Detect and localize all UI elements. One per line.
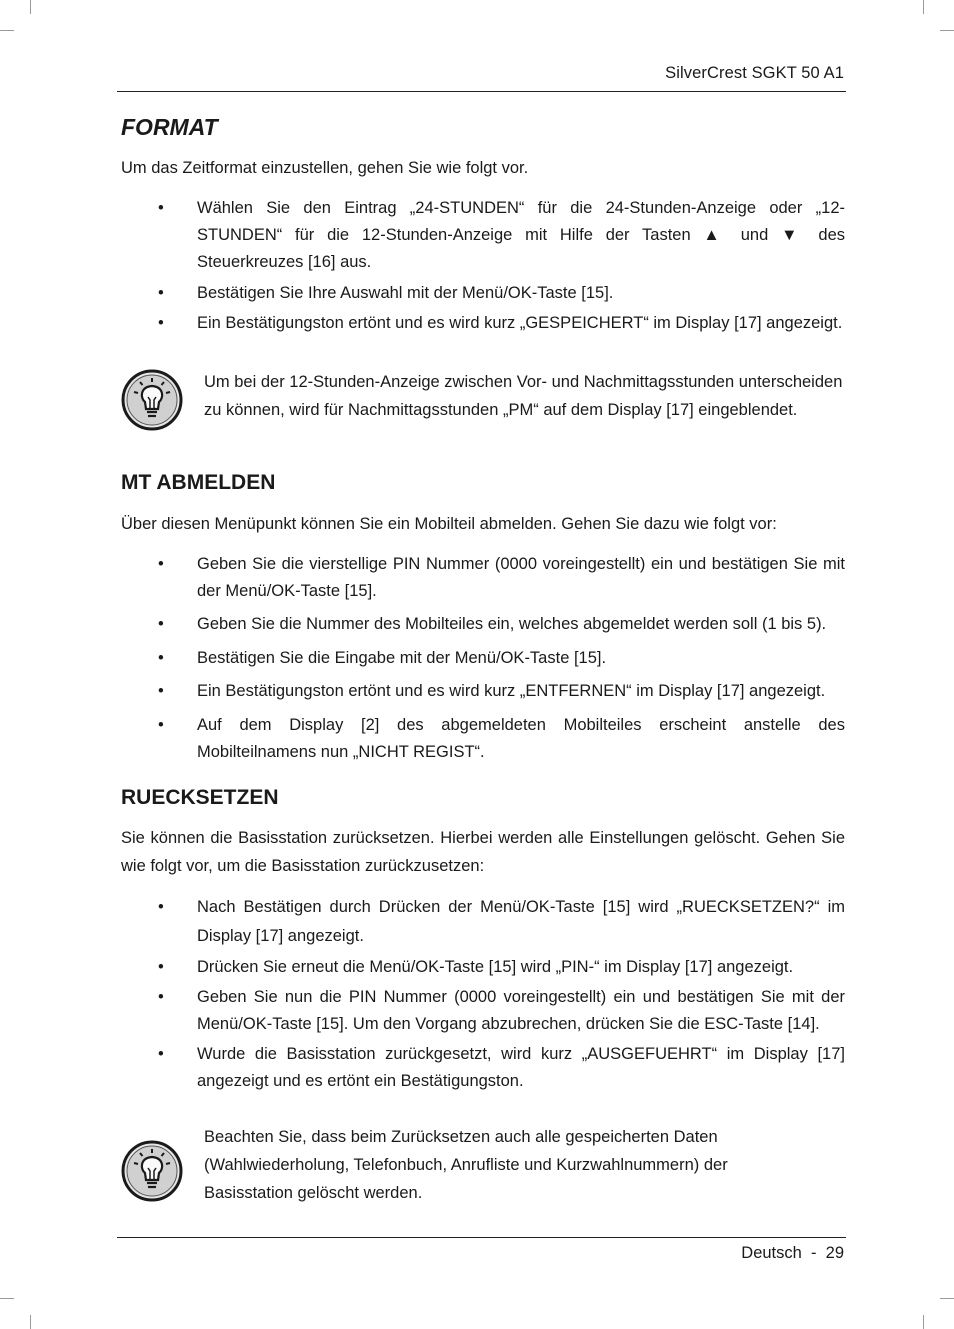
page-content [121,110,845,1222]
list-item-text: Nach Bestätigen durch Drücken der Menü/OK-Taste [15] wird „RUECKSETZEN?“ im Display [17] angezeigt. [197,898,845,945]
bullet-list [121,195,845,337]
hint-note [121,369,845,449]
section-intro: Sie können die Basisstation zurücksetzen. Hierbei werden alle Einstellungen gelöscht. Gehen Sie wie folgt vor, um die Basisstation zurückzusetzen: [121,829,845,875]
section-title-mt-abmelden: MT ABMELDEN [121,471,276,494]
bullet-icon: • [158,682,164,700]
list-item-text: Geben Sie die vierstellige PIN Nummer (0000 voreingestellt) ein und bestätigen Sie mit der Menü/OK-Taste [15]. [197,555,845,600]
list-item [121,678,845,705]
list-item [121,954,845,981]
section-title-format: FORMAT [121,114,218,140]
bullet-icon: • [158,958,164,976]
bullet-icon: • [158,716,164,734]
list-item-text: Auf dem Display [2] des abgemeldeten Mobilteiles erscheint anstelle des Mobilteilnamens nun „NICHT REGIST“. [197,716,845,761]
list-item [121,712,845,766]
page-footer: Deutsch - 29 [741,1244,844,1262]
crop-mark [923,1315,924,1329]
crop-mark [940,30,954,31]
bullet-icon: • [158,284,164,302]
list-item [121,551,845,605]
bullet-icon: • [158,649,164,667]
running-head: SilverCrest SGKT 50 A1 [665,64,844,82]
list-item [121,984,845,1038]
list-item-text: Geben Sie nun die PIN Nummer (0000 voreingestellt) ein und bestätigen Sie mit der Menü/OK-Taste [15]. Um den Vorgang abzubrechen, drücken Sie die ESC-Taste [14]. [197,988,845,1033]
list-item [121,280,845,307]
crop-mark [30,1315,31,1329]
list-item-text: Drücken Sie erneut die Menü/OK-Taste [15] wird „PIN-“ im Display [17] angezeigt. [197,958,794,976]
list-item-text: Wurde die Basisstation zurückgesetzt, wird kurz „AUSGEFUEHRT“ im Display [17] angezeigt und es ertönt ein Bestätigungston. [197,1045,845,1090]
list-item-text: Ein Bestätigungston ertönt und es wird kurz „GESPEICHERT“ im Display [17] angezeigt. [197,314,843,332]
crop-mark [0,1298,14,1299]
list-item [121,611,845,638]
list-item-text: Bestätigen Sie die Eingabe mit der Menü/OK-Taste [15]. [197,649,607,667]
crop-mark [0,30,14,31]
section-intro: Um das Zeitformat einzustellen, gehen Sie wie folgt vor. [121,159,529,177]
lightbulb-icon [121,1140,183,1202]
bullet-list [121,551,845,766]
list-item [121,893,845,951]
crop-mark [923,0,924,14]
bullet-icon: • [158,898,164,916]
lightbulb-icon [121,369,183,431]
list-item-text: Geben Sie die Nummer des Mobilteiles ein, welches abgemeldet werden soll (1 bis 5). [197,615,827,633]
bullet-icon: • [158,1045,164,1063]
bullet-icon: • [158,555,164,573]
section-title-ruecksetzen: RUECKSETZEN [121,786,279,809]
list-item-text: Ein Bestätigungston ertönt und es wird kurz „ENTFERNEN“ im Display [17] angezeigt. [197,682,826,700]
list-item [121,1041,845,1095]
list-item-text: Bestätigen Sie Ihre Auswahl mit der Menü/OK-Taste [15]. [197,284,614,302]
bullet-icon: • [158,199,164,217]
hint-note [121,1128,845,1222]
list-item [121,310,845,337]
section-intro: Über diesen Menüpunkt können Sie ein Mobilteil abmelden. Gehen Sie dazu wie folgt vor: [121,515,777,533]
list-item [121,645,845,672]
bullet-icon: • [158,314,164,332]
note-text: Beachten Sie, dass beim Zurücksetzen auch alle gespeicherten Daten (Wahlwiederholung, Telefonbuch, Anrufliste und Kurzwahlnummern) der Basisstation gelöscht werden. [204,1128,728,1202]
crop-mark [940,1298,954,1299]
crop-mark [30,0,31,14]
list-item-text: Wählen Sie den Eintrag „24-STUNDEN“ für die 24-Stunden-Anzeige oder „12-STUNDEN“ für die 12-Stunden-Anzeige mit Hilfe der Tasten ▲ und ▼ des Steuerkreuzes [16] aus. [197,199,845,271]
list-item [121,195,845,276]
bullet-list [121,893,845,1095]
header-rule [117,91,846,92]
note-text: Um bei der 12-Stunden-Anzeige zwischen Vor- und Nachmittagsstunden unterscheiden zu können, wird für Nachmittagsstunden „PM“ auf dem Display [17] eingeblendet. [204,373,843,419]
footer-rule [117,1237,846,1238]
bullet-icon: • [158,615,164,633]
bullet-icon: • [158,988,164,1006]
